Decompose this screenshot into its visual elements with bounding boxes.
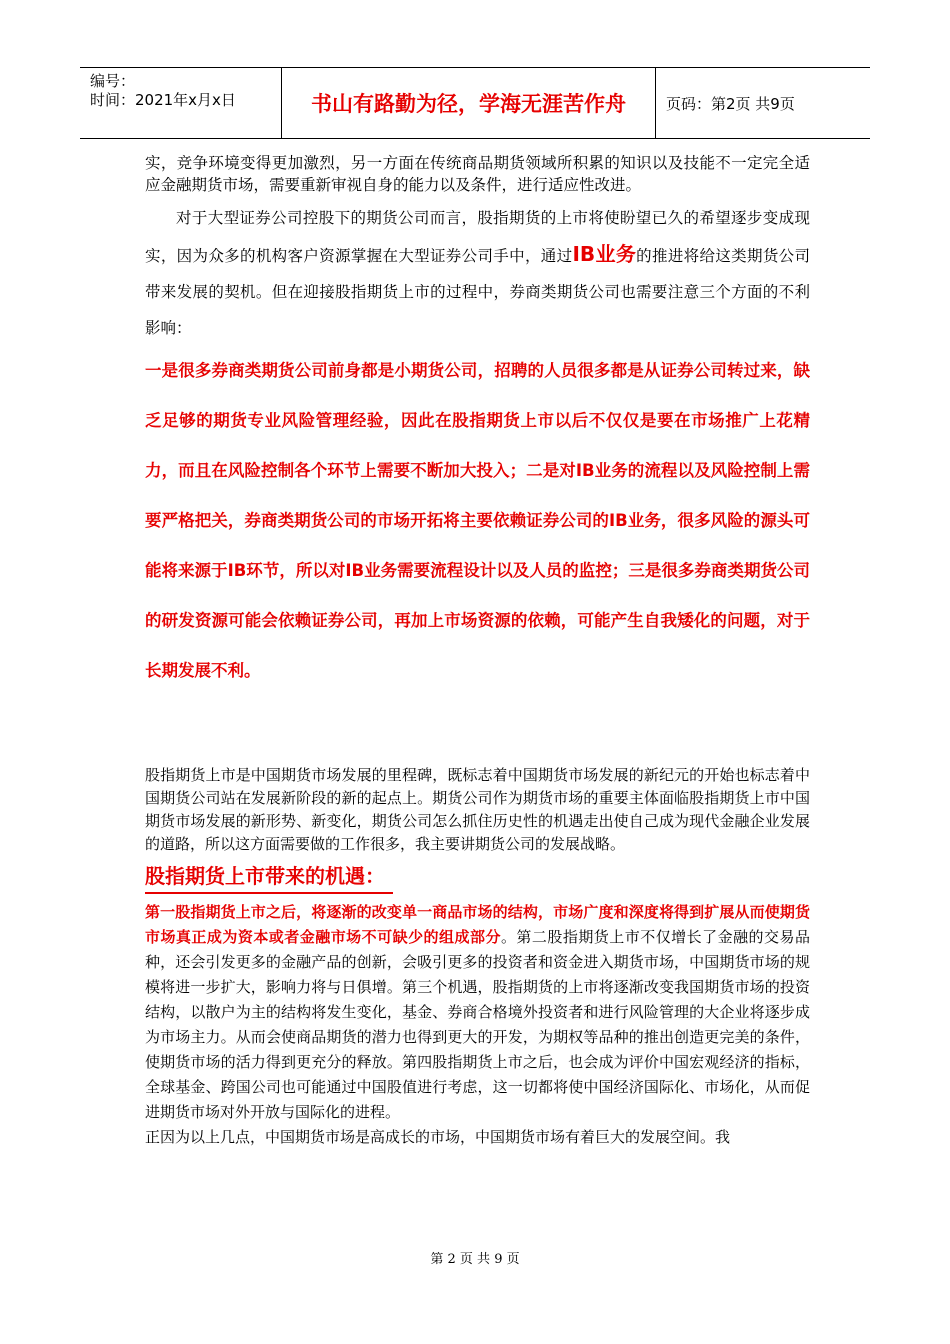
paragraph-1: 实，竞争环境变得更加激烈，另一方面在传统商品期货领域所积累的知识以及技能不一定完全适应金融期货市场，需要重新审视自身的能力以及条件，进行适应性改进。 xyxy=(145,154,810,194)
ib-business-highlight: IB业务 xyxy=(572,242,637,266)
paragraph-2-risks xyxy=(145,346,810,696)
header-page-number: 页码：第2页 共9页 xyxy=(666,94,795,113)
paragraph-2-continuation: 的推进将给这类期货公司带来发展的契机。但在迎接股指期货上市的过程中，券商类期货公司也需要注意三个方面的不利影响： xyxy=(145,247,810,337)
risk-points-text: 一是很多券商类期货公司前身都是小期货公司，招聘的人员很多都是从证券公司转过来，缺乏足够的期货专业风险管理经验，因此在股指期货上市以后不仅仅是要在市场推广上花精力，而且在风险控制各个环节上需要不断加大投入；二是对IB业务的流程以及风险控制上需要严格把关，券商类期货公司的市场开拓将主要依赖证券公司的IB业务，很多风险的源头可能将来源于IB环节，所以对IB业务需要流程设计以及人员的监控；三是很多券商类期货公司的研发资源可能会依赖证券公司，再加上市场资源的依赖，可能产生自我矮化的问题，对于长期发展不利。 xyxy=(145,361,810,680)
date-label: 时间：2021年x月x日 xyxy=(90,91,236,109)
header-meta xyxy=(80,68,282,138)
paragraph-4-rest: 。第二股指期货上市不仅增长了金融的交易品种，还会引发更多的金融产品的创新，会吸引更多的投资者和资金进入期货市场，中国期货市场的规模将进一步扩大，影响力将与日俱增。第三个机遇，股指期货的上市将逐渐改变我国期货市场的投资结构，以散户为主的结构将发生变化，基金、券商合格境外投资者和进行风险管理的大企业将逐步成为市场主力。从而会使商品期货的潜力也得到更大的开发，为期权等品种的推出创造更完美的条件，使期货市场的活力得到更充分的释放。第四股指期货上市之后，也会成为评价中国宏观经济的指标，全球基金、跨国公司也可能通过中国股值进行考虑，这一切都将使中国经济国际化、市场化，从而促进期货市场对外开放与国际化的进程。 xyxy=(145,928,810,1121)
section-heading: 股指期货上市带来的机遇： xyxy=(145,860,393,894)
page-footer: 第 2 页 共 9 页 xyxy=(430,1252,520,1267)
serial-label: 编号： xyxy=(90,72,136,90)
paragraph-2-intro: 对于大型证券公司控股下的期货公司而言，股指期货的上市将使盼望已久的希望逐步变成现实，因为众多的机构客户资源掌握在大型证券公司手中，通过 xyxy=(145,209,810,265)
document-body xyxy=(145,152,810,1150)
page-header xyxy=(80,67,870,139)
paragraph-2 xyxy=(145,200,810,346)
paragraph-4 xyxy=(145,900,810,1125)
header-motto: 书山有路勤为径，学海无涯苦作舟 xyxy=(282,68,656,138)
paragraph-3: 股指期货上市是中国期货市场发展的里程碑，既标志着中国期货市场发展的新纪元的开始也标志着中国期货公司站在发展新阶段的新的起点上。期货公司作为期货市场的重要主体面临股指期货上市中国期货市场发展的新形势、新变化，期货公司怎么抓住历史性的机遇走出使自己成为现代金融企业发展的道路，所以这方面需要做的工作很多，我主要讲期货公司的发展战略。 xyxy=(145,766,810,853)
paragraph-4-lead: 第一股指期货上市之后，将逐渐的改变单一商品市场的结构，市场广度和深度将得到扩展从而使期货市场真正成为资本或者金融市场不可缺少的组成部分 xyxy=(145,903,810,946)
paragraph-5: 正因为以上几点，中国期货市场是高成长的市场，中国期货市场有着巨大的发展空间。我 xyxy=(145,1128,731,1146)
